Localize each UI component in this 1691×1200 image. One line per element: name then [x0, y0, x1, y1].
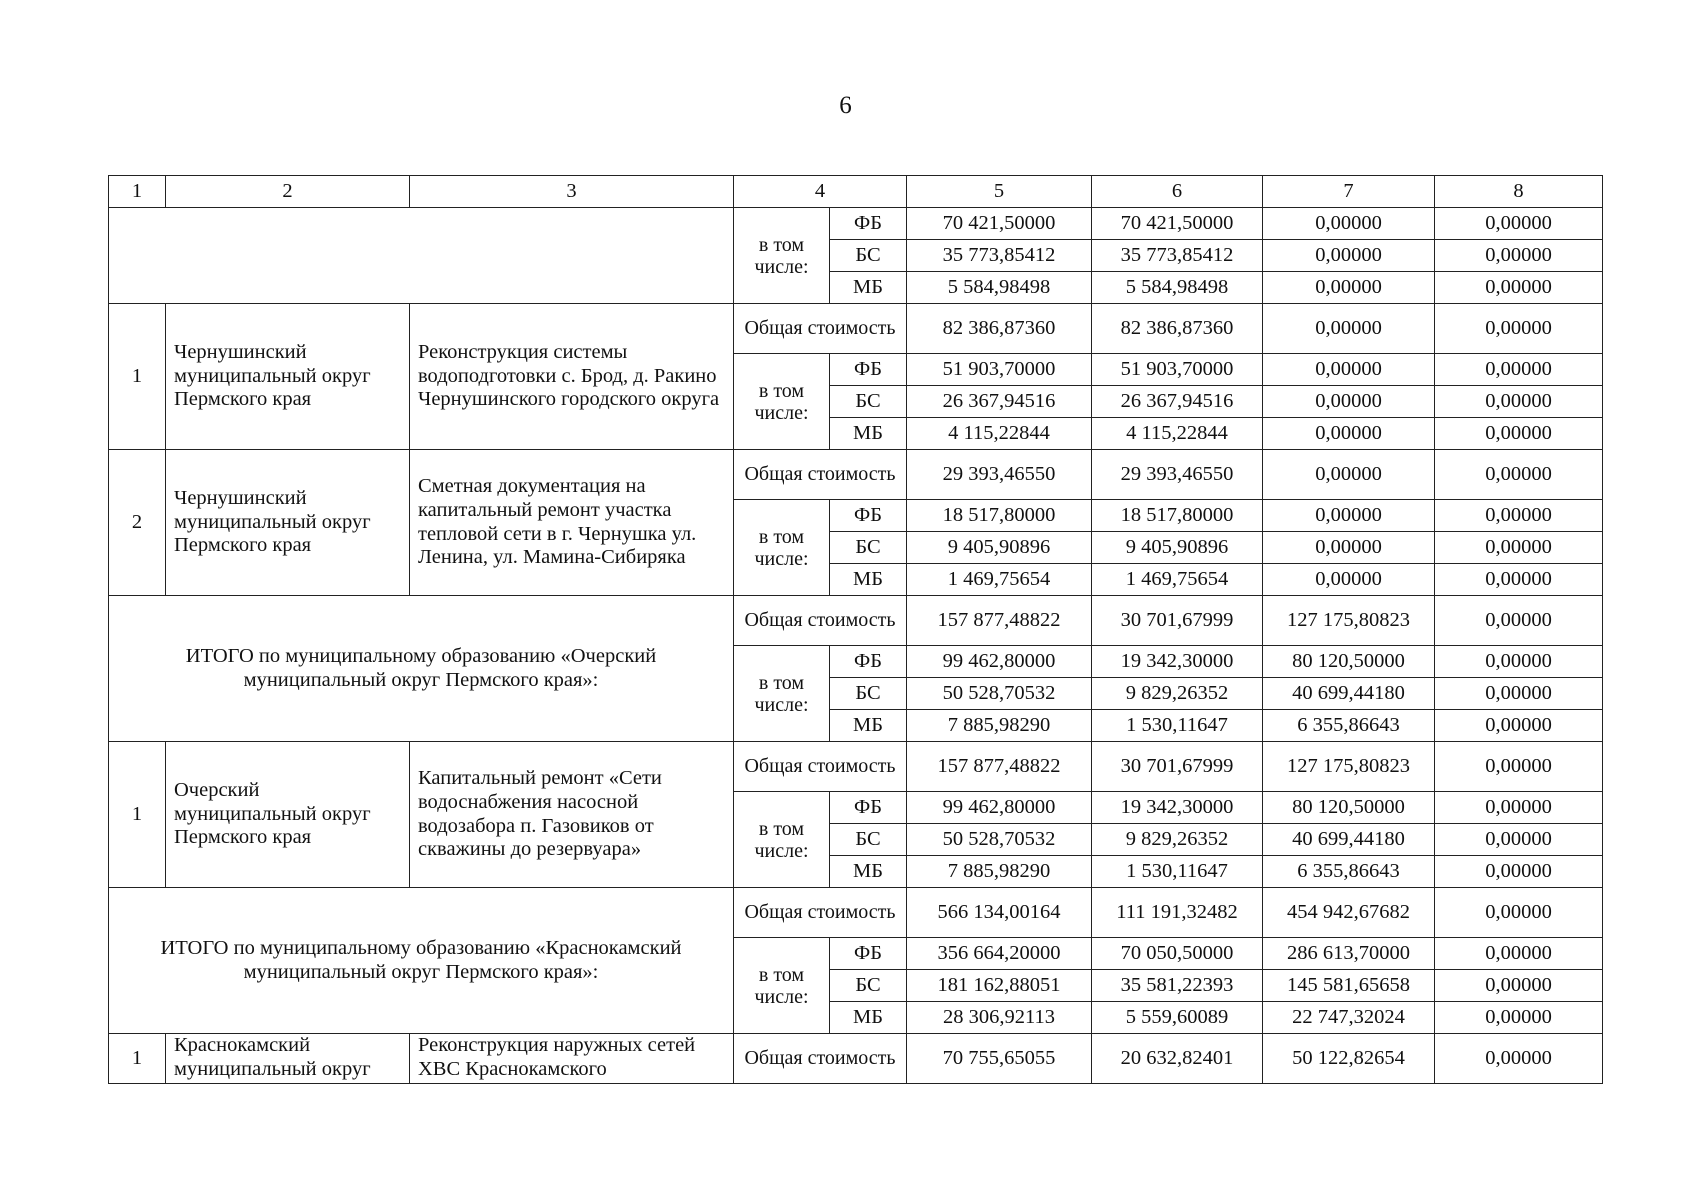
value-cell: 82 386,87360	[1092, 304, 1263, 354]
value-cell: 51 903,70000	[1092, 354, 1263, 386]
value-cell: 18 517,80000	[907, 500, 1092, 532]
value-cell: 127 175,80823	[1263, 742, 1435, 792]
including-label: в том числе:	[734, 792, 830, 888]
value-cell: 70 050,50000	[1092, 938, 1263, 970]
value-cell: 6 355,86643	[1263, 710, 1435, 742]
value-cell: 4 115,22844	[1092, 418, 1263, 450]
value-cell: 0,00000	[1435, 596, 1603, 646]
including-label: в том числе:	[734, 354, 830, 450]
value-cell: 70 421,50000	[907, 208, 1092, 240]
value-cell: 0,00000	[1435, 742, 1603, 792]
value-cell: 0,00000	[1263, 208, 1435, 240]
value-cell: 0,00000	[1263, 304, 1435, 354]
value-cell: 5 584,98498	[907, 272, 1092, 304]
value-cell: 286 613,70000	[1263, 938, 1435, 970]
value-cell: 1 530,11647	[1092, 710, 1263, 742]
value-cell: 28 306,92113	[907, 1002, 1092, 1034]
value-cell: 20 632,82401	[1092, 1034, 1263, 1084]
value-cell: 4 115,22844	[907, 418, 1092, 450]
value-cell: 9 405,90896	[1092, 532, 1263, 564]
subtotal-label: ИТОГО по муниципальному образованию «Очерский муниципальный округ Пермского края»:	[109, 596, 734, 742]
including-label: в том числе:	[734, 646, 830, 742]
total-cost-label: Общая стоимость	[734, 742, 907, 792]
row-number: 1	[109, 304, 166, 450]
value-cell: 454 942,67682	[1263, 888, 1435, 938]
value-cell: 7 885,98290	[907, 710, 1092, 742]
value-cell: 0,00000	[1435, 888, 1603, 938]
value-cell: 9 829,26352	[1092, 678, 1263, 710]
value-cell: 50 528,70532	[907, 678, 1092, 710]
value-cell: 0,00000	[1263, 418, 1435, 450]
mb-label: МБ	[830, 1002, 907, 1034]
value-cell: 127 175,80823	[1263, 596, 1435, 646]
value-cell: 35 773,85412	[907, 240, 1092, 272]
fb-label: ФБ	[830, 208, 907, 240]
bs-label: БС	[830, 970, 907, 1002]
value-cell: 40 699,44180	[1263, 824, 1435, 856]
mb-label: МБ	[830, 272, 907, 304]
object-name: Реконструкция наружных сетей ХВС Краснокамского	[410, 1034, 734, 1084]
total-cost-label: Общая стоимость	[734, 304, 907, 354]
value-cell: 5 559,60089	[1092, 1002, 1263, 1034]
object-name: Капитальный ремонт «Сети водоснабжения насосной водозабора п. Газовиков от скважины до резервуара»	[410, 742, 734, 888]
value-cell: 29 393,46550	[907, 450, 1092, 500]
including-label: в том числе:	[734, 208, 830, 304]
table-row	[109, 1034, 1603, 1084]
value-cell: 1 469,75654	[1092, 564, 1263, 596]
value-cell: 51 903,70000	[907, 354, 1092, 386]
value-cell: 30 701,67999	[1092, 742, 1263, 792]
value-cell: 0,00000	[1435, 386, 1603, 418]
value-cell: 30 701,67999	[1092, 596, 1263, 646]
bs-label: БС	[830, 532, 907, 564]
total-cost-label: Общая стоимость	[734, 888, 907, 938]
table-header-row	[109, 176, 1603, 208]
value-cell: 82 386,87360	[907, 304, 1092, 354]
table-row	[109, 742, 1603, 792]
header-cell: 6	[1092, 176, 1263, 208]
row-number: 1	[109, 742, 166, 888]
value-cell: 6 355,86643	[1263, 856, 1435, 888]
header-cell: 7	[1263, 176, 1435, 208]
object-name: Сметная документация на капитальный ремонт участка тепловой сети в г. Чернушка ул. Ленина, ул. Мамина-Сибиряка	[410, 450, 734, 596]
value-cell: 99 462,80000	[907, 792, 1092, 824]
value-cell: 111 191,32482	[1092, 888, 1263, 938]
value-cell: 70 421,50000	[1092, 208, 1263, 240]
value-cell: 157 877,48822	[907, 596, 1092, 646]
total-cost-label: Общая стоимость	[734, 450, 907, 500]
value-cell: 0,00000	[1435, 1034, 1603, 1084]
bs-label: БС	[830, 824, 907, 856]
value-cell: 35 581,22393	[1092, 970, 1263, 1002]
value-cell: 0,00000	[1435, 354, 1603, 386]
value-cell: 0,00000	[1435, 646, 1603, 678]
subtotal-label: ИТОГО по муниципальному образованию «Краснокамский муниципальный округ Пермского края»:	[109, 888, 734, 1034]
value-cell: 26 367,94516	[1092, 386, 1263, 418]
value-cell: 9 829,26352	[1092, 824, 1263, 856]
value-cell: 356 664,20000	[907, 938, 1092, 970]
table-row	[109, 450, 1603, 500]
value-cell: 19 342,30000	[1092, 792, 1263, 824]
value-cell: 0,00000	[1263, 564, 1435, 596]
value-cell: 0,00000	[1435, 208, 1603, 240]
header-cell: 8	[1435, 176, 1603, 208]
total-cost-label: Общая стоимость	[734, 1034, 907, 1084]
mb-label: МБ	[830, 710, 907, 742]
header-cell: 1	[109, 176, 166, 208]
row-number: 2	[109, 450, 166, 596]
table-row	[109, 888, 1603, 938]
value-cell: 566 134,00164	[907, 888, 1092, 938]
value-cell: 19 342,30000	[1092, 646, 1263, 678]
value-cell: 0,00000	[1435, 450, 1603, 500]
bs-label: БС	[830, 678, 907, 710]
value-cell: 35 773,85412	[1092, 240, 1263, 272]
value-cell: 0,00000	[1435, 564, 1603, 596]
value-cell: 26 367,94516	[907, 386, 1092, 418]
mb-label: МБ	[830, 564, 907, 596]
value-cell: 50 528,70532	[907, 824, 1092, 856]
value-cell: 40 699,44180	[1263, 678, 1435, 710]
fb-label: ФБ	[830, 354, 907, 386]
value-cell: 0,00000	[1263, 386, 1435, 418]
value-cell: 145 581,65658	[1263, 970, 1435, 1002]
value-cell: 0,00000	[1435, 532, 1603, 564]
value-cell: 0,00000	[1435, 678, 1603, 710]
value-cell: 18 517,80000	[1092, 500, 1263, 532]
value-cell: 99 462,80000	[907, 646, 1092, 678]
mb-label: МБ	[830, 418, 907, 450]
value-cell: 157 877,48822	[907, 742, 1092, 792]
including-label: в том числе:	[734, 938, 830, 1034]
table-row	[109, 304, 1603, 354]
value-cell: 0,00000	[1435, 304, 1603, 354]
bs-label: БС	[830, 240, 907, 272]
row-number: 1	[109, 1034, 166, 1084]
value-cell: 0,00000	[1435, 500, 1603, 532]
bs-label: БС	[830, 386, 907, 418]
value-cell: 0,00000	[1435, 418, 1603, 450]
value-cell: 0,00000	[1263, 450, 1435, 500]
value-cell: 1 469,75654	[907, 564, 1092, 596]
object-name: Реконструкция системы водоподготовки с. Брод, д. Ракино Чернушинского городского округа	[410, 304, 734, 450]
fb-label: ФБ	[830, 500, 907, 532]
municipality-name: Чернушинский муниципальный округ Пермского края	[166, 304, 410, 450]
total-cost-label: Общая стоимость	[734, 596, 907, 646]
table-row	[109, 208, 1603, 240]
header-cell: 4	[734, 176, 907, 208]
value-cell: 0,00000	[1263, 354, 1435, 386]
fb-label: ФБ	[830, 646, 907, 678]
value-cell: 70 755,65055	[907, 1034, 1092, 1084]
value-cell: 0,00000	[1435, 970, 1603, 1002]
municipality-name: Краснокамский муниципальный округ	[166, 1034, 410, 1084]
mb-label: МБ	[830, 856, 907, 888]
value-cell: 0,00000	[1435, 272, 1603, 304]
value-cell: 22 747,32024	[1263, 1002, 1435, 1034]
fb-label: ФБ	[830, 792, 907, 824]
value-cell: 0,00000	[1435, 856, 1603, 888]
value-cell: 0,00000	[1435, 1002, 1603, 1034]
value-cell: 0,00000	[1435, 938, 1603, 970]
value-cell: 9 405,90896	[907, 532, 1092, 564]
value-cell: 80 120,50000	[1263, 646, 1435, 678]
value-cell: 1 530,11647	[1092, 856, 1263, 888]
value-cell: 0,00000	[1263, 240, 1435, 272]
value-cell: 29 393,46550	[1092, 450, 1263, 500]
table-row	[109, 596, 1603, 646]
municipality-name: Очерский муниципальный округ Пермского края	[166, 742, 410, 888]
value-cell: 0,00000	[1435, 710, 1603, 742]
including-label: в том числе:	[734, 500, 830, 596]
value-cell: 0,00000	[1263, 532, 1435, 564]
header-cell: 2	[166, 176, 410, 208]
municipality-name: Чернушинский муниципальный округ Пермского края	[166, 450, 410, 596]
value-cell: 0,00000	[1263, 272, 1435, 304]
header-cell: 3	[410, 176, 734, 208]
fb-label: ФБ	[830, 938, 907, 970]
empty-cell	[109, 208, 734, 304]
value-cell: 0,00000	[1435, 824, 1603, 856]
page-number: 6	[839, 92, 852, 119]
value-cell: 0,00000	[1263, 500, 1435, 532]
financing-table	[108, 175, 1603, 1084]
value-cell: 0,00000	[1435, 240, 1603, 272]
value-cell: 50 122,82654	[1263, 1034, 1435, 1084]
value-cell: 5 584,98498	[1092, 272, 1263, 304]
value-cell: 181 162,88051	[907, 970, 1092, 1002]
value-cell: 0,00000	[1435, 792, 1603, 824]
header-cell: 5	[907, 176, 1092, 208]
value-cell: 80 120,50000	[1263, 792, 1435, 824]
value-cell: 7 885,98290	[907, 856, 1092, 888]
